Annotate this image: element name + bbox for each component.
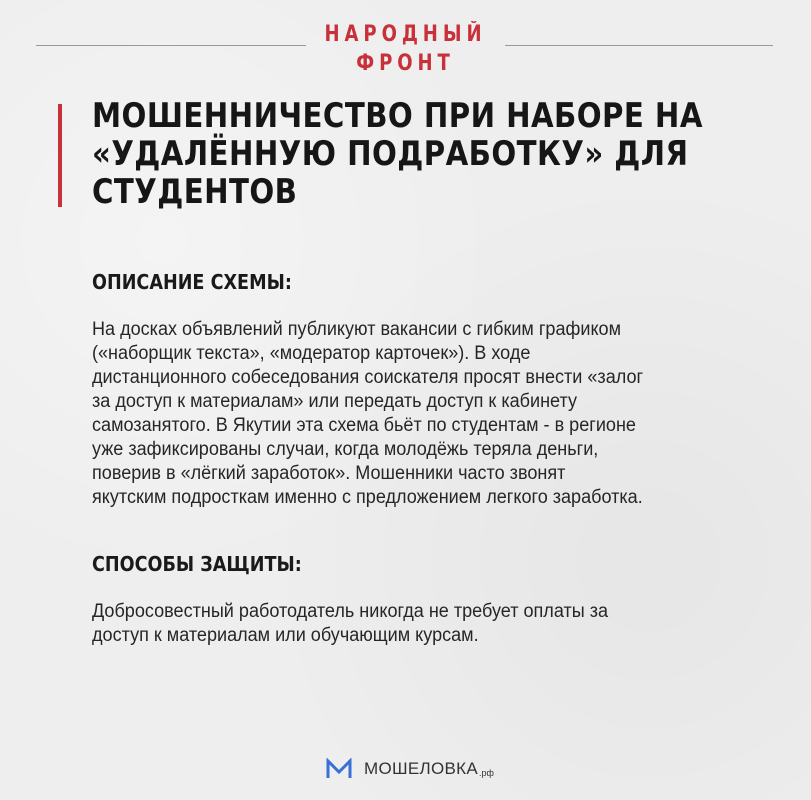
protection-line: Добросовестный работодатель никогда не требует оплаты за	[92, 601, 609, 622]
description-line: («наборщик текста», «модератор карточек»). В ходе	[92, 343, 531, 364]
description-line: уже зафиксированы случаи, когда молодёжь теряла деньги,	[92, 439, 599, 460]
title-line: МОШЕННИЧЕСТВО ПРИ НАБОРЕ НА	[92, 96, 703, 136]
title-line: СТУДЕНТОВ	[92, 172, 298, 212]
title-accent-bar	[58, 104, 62, 207]
description-paragraph	[92, 318, 811, 510]
description-line: На досках объявлений публикуют вакансии с гибким графиком	[92, 319, 622, 340]
brand-line-2: ФРОНТ	[356, 51, 455, 76]
description-line: якутским подросткам именно с предложением легкого заработка.	[92, 487, 643, 508]
protection-heading: СПОСОБЫ ЗАЩИТЫ:	[92, 552, 302, 576]
brand-divider-right	[505, 45, 773, 46]
page-title	[92, 97, 792, 211]
brand-line-1: НАРОДНЫЙ	[324, 22, 487, 47]
brand-logo	[324, 20, 487, 78]
footer-site-name: МОШЕЛОВКА	[364, 759, 478, 778]
description-line: за доступ к материалам» или передать доступ к кабинету	[92, 391, 577, 412]
protection-line: доступ к материалам или обучающим курсам.	[92, 625, 479, 646]
title-line: «УДАЛЁННУЮ ПОДРАБОТКУ» ДЛЯ	[92, 134, 689, 174]
footer-logo	[326, 757, 494, 781]
m-logo-icon	[326, 758, 352, 780]
protection-paragraph	[92, 600, 811, 648]
description-heading: ОПИСАНИЕ СХЕМЫ:	[92, 270, 292, 294]
brand-divider-left	[36, 45, 306, 46]
description-line: поверив в «лёгкий заработок». Мошенники часто звонят	[92, 463, 566, 484]
description-line: самозанятого. В Якутии эта схема бьёт по студентам - в регионе	[92, 415, 636, 436]
footer-site-domain: .рф	[478, 768, 494, 778]
description-line: дистанционного собеседования соискателя просят внести «залог	[92, 367, 644, 388]
